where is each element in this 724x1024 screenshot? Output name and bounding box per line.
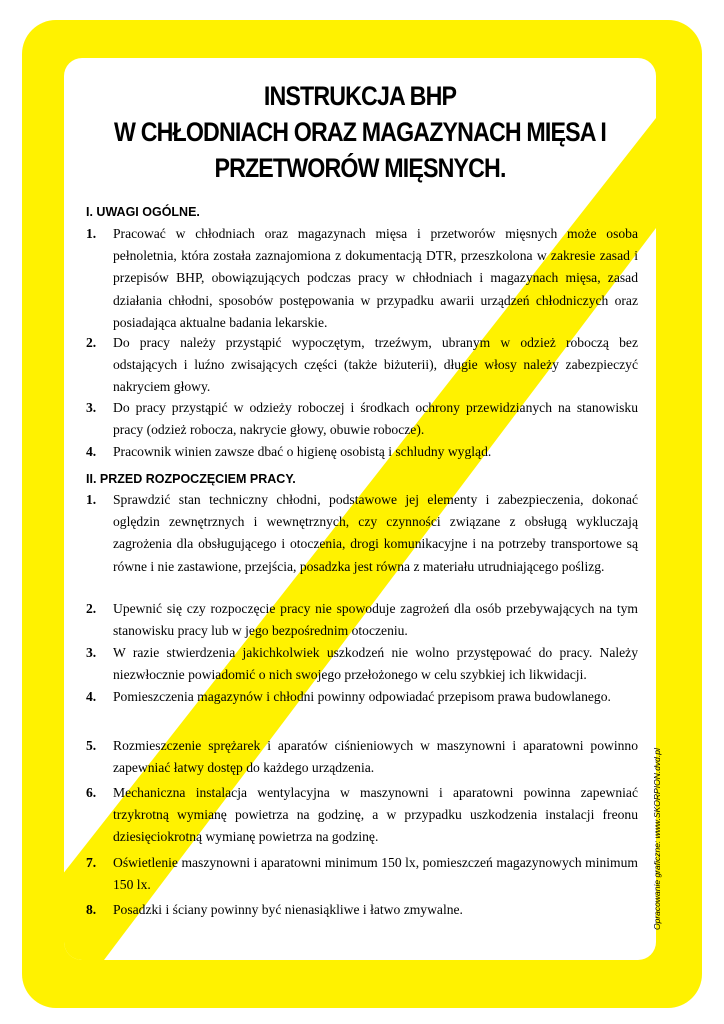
- list-item: 3. Do pracy przystąpić w odzieży roboczej i środkach ochrony przewidzianych na stanowisku pracy (odzież robocza, nakrycie głowy, obuwie robocze).: [86, 400, 638, 438]
- list-item: 5. Rozmieszczenie sprężarek i aparatów ciśnieniowych w maszynowni i aparatowni powinno zapewniać łatwy dostęp do każdego urządzenia.: [86, 738, 638, 776]
- list-item: 1. Pracować w chłodniach oraz magazynach mięsa i przetworów mięsnych może osoba pełnoletnia, która została zaznajomiona z dokumentacją DTR, przeszkolona w zakresie zasad i przepisów BHP, obowiązujących podczas pracy w chłodniach i magazynach mięsa, zasad działania chłodni, sposobów postępowania w przypadku awarii urządzeń chłodniczych oraz posiadająca aktualne badania lekarskie.: [86, 226, 638, 330]
- page-title: [105, 78, 614, 186]
- list-item: 8. Posadzki i ściany powinny być nienasiąkliwe i łatwo zmywalne.: [86, 902, 463, 917]
- section-heading-general: I. UWAGI OGÓLNE.: [86, 205, 200, 219]
- sign-panel: [64, 58, 656, 960]
- graphic-credit: Opracowanie graficzne: www.SKORPION.dvd.pl: [652, 748, 662, 930]
- title-line-2: W CHŁODNIACH ORAZ MAGAZYNACH MIĘSA I: [114, 117, 606, 147]
- sign-content: [64, 58, 656, 960]
- section-heading-before-work: II. PRZED ROZPOCZĘCIEM PRACY.: [86, 472, 296, 486]
- list-item: 1. Sprawdzić stan techniczny chłodni, podstawowe jej elementy i zabezpieczenia, dokonać oględzin zewnętrznych i wewnętrznych, czy czynności związane z obsługą wykluczają zagrożenia dla obsługującego i otoczenia, drogi komunikacyjne i na potrzeby transportowe są równe i nie zastawione, przejścia, posadzka jest równa z materiału utrudniającego poślizg.: [86, 492, 638, 574]
- title-line-3: PRZETWORÓW MIĘSNYCH.: [214, 153, 506, 183]
- title-line-1: INSTRUKCJA BHP: [263, 81, 457, 111]
- list-item: 2. Upewnić się czy rozpoczęcie pracy nie spowoduje zagrożeń dla osób przebywających na tym stanowisku pracy lub w jego bezpośrednim otoczeniu.: [86, 601, 638, 639]
- list-item: 3. W razie stwierdzenia jakichkolwiek uszkodzeń nie wolno przystępować do pracy. Należy niezwłocznie powiadomić o nich swojego przełożonego w celu szybkiej ich likwidacji.: [86, 645, 638, 683]
- list-item: 7. Oświetlenie maszynowni i aparatowni minimum 150 lx, pomieszczeń magazynowych minimum 150 lx.: [86, 855, 638, 893]
- list-item: 4. Pomieszczenia magazynów i chłodni powinny odpowiadać przepisom prawa budowlanego.: [86, 689, 611, 704]
- list-item: 4. Pracownik winien zawsze dbać o higienę osobistą i schludny wygląd.: [86, 444, 492, 459]
- list-item: 2. Do pracy należy przystąpić wypoczętym, trzeźwym, ubranym w odzież roboczą bez odstających i luźno zwisających części (także biżuterii), długie włosy należy zabezpieczyć nakryciem głowy.: [86, 335, 638, 395]
- list-item: 6. Mechaniczna instalacja wentylacyjna w maszynowni i aparatowni powinna zapewniać trzykrotną wymianę powietrza na godzinę, a w przypadku uszkodzenia instalacji freonu dziesięciokrotną wymianę powietrza na godzinę.: [86, 785, 638, 845]
